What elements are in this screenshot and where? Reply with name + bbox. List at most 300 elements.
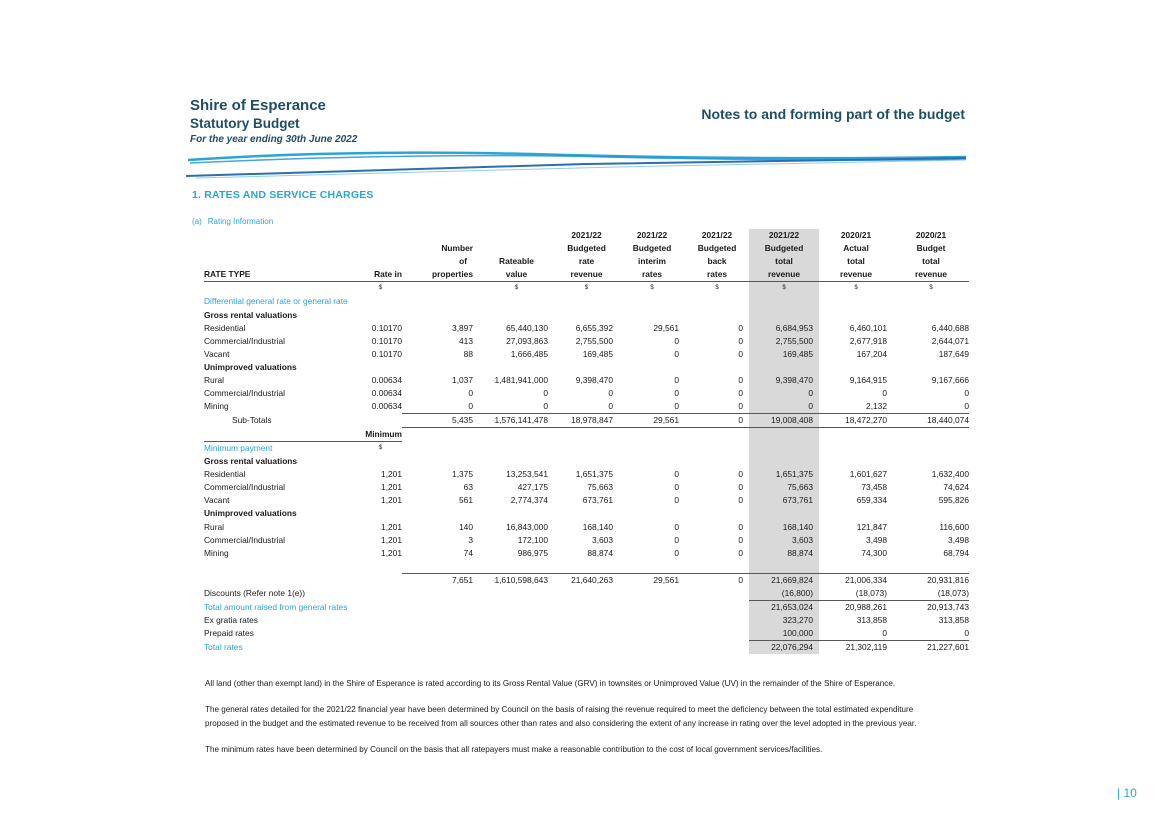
- empty-cell: [685, 442, 749, 456]
- total-value: 21,669,824: [749, 573, 819, 587]
- cell-value: 9,167,666: [931, 375, 969, 386]
- cell-value: 121,847: [856, 521, 887, 532]
- summary-label: Total amount raised from general rates: [204, 601, 348, 612]
- empty-cell: [402, 560, 479, 574]
- table-row: [204, 534, 969, 547]
- table-row: [204, 335, 969, 348]
- grand-total-row: [204, 573, 969, 587]
- cell-value: 1,632,400: [931, 469, 969, 480]
- summary-value: 21,302,119: [819, 641, 893, 655]
- cell-value: 0: [674, 335, 679, 346]
- col-header: 2021/22: [749, 229, 819, 242]
- summary-value: 20,913,743: [893, 601, 969, 615]
- cell-value: 75,663: [587, 482, 613, 493]
- cell-value: 0: [674, 388, 679, 399]
- col-header: 2020/21: [915, 230, 947, 240]
- subtotal-value: 0: [685, 414, 749, 428]
- doc-name: Statutory Budget: [190, 116, 300, 131]
- col-header: Budget: [916, 243, 946, 254]
- note-paragraph: The minimum rates have been determined by Council on the basis that all ratepayers must make a reasonable contribution to the cost of local government services/facilities.: [205, 744, 823, 754]
- cell-value: 427,175: [517, 482, 548, 493]
- subtotal-value: 18,440,074: [893, 414, 969, 428]
- cell-value: 1,201: [381, 534, 402, 545]
- unit-label: $: [359, 282, 402, 296]
- empty-cell: [359, 507, 402, 520]
- empty-cell: [554, 295, 619, 308]
- cell-value: 0: [964, 401, 969, 412]
- empty-cell: [685, 601, 749, 615]
- header-row-1: [204, 229, 969, 242]
- empty-cell: [685, 560, 749, 574]
- cell-value: 673,761: [582, 495, 613, 506]
- empty-cell: [479, 455, 554, 468]
- summary-value: 313,858: [938, 615, 969, 626]
- empty-cell: [685, 614, 749, 627]
- cell-value: 0: [468, 401, 473, 412]
- grv-heading-label: Gross rental valuations: [204, 309, 298, 320]
- cell-value: 0: [674, 547, 679, 558]
- empty-cell: [359, 627, 402, 641]
- col-header: RATE TYPE: [204, 269, 251, 280]
- cell-value: 0: [608, 388, 613, 399]
- empty-cell: [619, 627, 685, 641]
- empty-cell: [749, 560, 819, 574]
- unit-label: $: [619, 282, 685, 296]
- empty-cell: [819, 560, 893, 574]
- empty-cell: [819, 428, 893, 442]
- cell-value: 0: [738, 335, 743, 346]
- cell-value: 2,677,918: [849, 335, 887, 346]
- row-label: Commercial/Industrial: [204, 388, 285, 399]
- summary-value: (16,800): [749, 587, 819, 601]
- subtotal-label: Sub-Totals: [232, 415, 272, 426]
- cell-value: 3,603: [749, 534, 819, 547]
- col-header: 2021/22: [636, 230, 668, 240]
- empty-cell: [479, 361, 554, 374]
- notes-title: Notes to and forming part of the budget: [701, 106, 965, 122]
- cell-value: 0.00634: [371, 375, 402, 386]
- total-value: 29,561: [619, 573, 685, 587]
- empty-cell: [359, 309, 402, 322]
- cell-value: 0: [738, 322, 743, 333]
- cell-value: 140: [459, 521, 473, 532]
- summary-label: Total rates: [204, 642, 243, 653]
- subtotal-value: [359, 414, 402, 428]
- cell-value: 595,826: [938, 495, 969, 506]
- cell-value: 0: [882, 388, 887, 399]
- cell-value: 659,334: [856, 495, 887, 506]
- cell-value: 9,164,915: [849, 375, 887, 386]
- row-label: Rural: [204, 375, 225, 386]
- summary-label: Prepaid rates: [204, 628, 254, 639]
- cell-value: 673,761: [749, 494, 819, 507]
- cell-value: 75,663: [749, 481, 819, 494]
- cell-value: 1,601,627: [849, 469, 887, 480]
- col-header: 2021/22: [571, 230, 602, 240]
- total-rates-row: [204, 641, 969, 655]
- minimum-title: Minimum payment: [204, 442, 359, 456]
- empty-cell: [204, 573, 359, 587]
- cell-value: 13,253,541: [506, 469, 548, 480]
- empty-cell: [619, 455, 685, 468]
- prepaid-row: [204, 627, 969, 641]
- summary-value: 21,653,024: [749, 601, 819, 615]
- summary-value: 100,000: [749, 627, 819, 641]
- cell-value: 0: [738, 401, 743, 412]
- empty-cell: [819, 309, 893, 322]
- page-number: | 10: [1117, 786, 1137, 800]
- cell-value: 0: [674, 521, 679, 532]
- empty-cell: [619, 587, 685, 601]
- cell-value: 168,140: [749, 521, 819, 534]
- cell-value: 172,100: [517, 534, 548, 545]
- empty-cell: [402, 587, 479, 601]
- subtotal-value: 18,472,270: [819, 414, 893, 428]
- cell-value: 9,398,470: [575, 375, 613, 386]
- cell-value: 0: [674, 482, 679, 493]
- cell-value: 0: [964, 388, 969, 399]
- col-header: Budgeted: [632, 243, 672, 254]
- empty-cell: [359, 614, 402, 627]
- empty-cell: [359, 573, 402, 587]
- row-label: Commercial/Industrial: [204, 335, 285, 346]
- table-row: [204, 494, 969, 507]
- summary-value: 313,858: [856, 615, 887, 626]
- col-header: Number: [441, 243, 473, 254]
- empty-cell: [893, 560, 969, 574]
- total-value: 0: [685, 573, 749, 587]
- cell-value: 986,975: [517, 547, 548, 558]
- sub-title: [192, 217, 273, 226]
- table-row: [204, 521, 969, 534]
- empty-cell: [554, 560, 619, 574]
- cell-value: 1,651,375: [749, 468, 819, 481]
- col-header: Actual: [843, 243, 869, 254]
- col-header: Budgeted: [697, 243, 737, 254]
- cell-value: 0: [738, 388, 743, 399]
- table-row: [204, 400, 969, 414]
- cell-value: 0: [543, 388, 548, 399]
- empty-cell: [893, 309, 969, 322]
- cell-value: 2,755,500: [749, 335, 819, 348]
- empty-cell: [619, 295, 685, 308]
- col-header: revenue: [839, 269, 873, 280]
- min-grv-heading-label: Gross rental valuations: [204, 456, 298, 467]
- empty-cell: [619, 361, 685, 374]
- table-row: [204, 322, 969, 335]
- total-value: 1,610,598,643: [479, 573, 554, 587]
- cell-value: 0: [749, 387, 819, 400]
- cell-value: 1,375: [452, 469, 473, 480]
- exgratia-row: [204, 614, 969, 627]
- cell-value: 0: [543, 401, 548, 412]
- general-rates-row: [204, 601, 969, 615]
- cell-value: 187,649: [938, 348, 969, 359]
- empty-cell: [359, 560, 402, 574]
- col-header: Budgeted: [567, 243, 606, 254]
- empty-cell: [479, 641, 554, 655]
- col-header: Rate in: [374, 269, 402, 280]
- cell-value: 167,204: [856, 348, 887, 359]
- cell-value: 0: [468, 388, 473, 399]
- row-label: Mining: [204, 547, 229, 558]
- col-header: back: [707, 256, 727, 267]
- cell-value: 0.10170: [371, 322, 402, 333]
- empty-cell: [359, 455, 402, 468]
- summary-value: 22,076,294: [749, 641, 819, 655]
- empty-cell: [619, 428, 685, 442]
- header-row-3: [204, 255, 969, 268]
- total-value: 20,931,816: [893, 573, 969, 587]
- table-row: [204, 374, 969, 387]
- cell-value: 3,498: [948, 534, 969, 545]
- cell-value: 1,201: [381, 521, 402, 532]
- empty-cell: [554, 587, 619, 601]
- cell-value: 6,460,101: [849, 322, 887, 333]
- cell-value: 29,561: [653, 322, 679, 333]
- empty-cell: [204, 428, 359, 442]
- cell-value: 2,644,071: [931, 335, 969, 346]
- empty-cell: [749, 455, 819, 468]
- empty-cell: [749, 361, 819, 374]
- table-row: [204, 481, 969, 494]
- cell-value: 65,440,130: [506, 322, 548, 333]
- cell-value: 0: [674, 495, 679, 506]
- row-label: Vacant: [204, 348, 230, 359]
- cell-value: 561: [459, 495, 473, 506]
- cell-value: 9,398,470: [749, 374, 819, 387]
- empty-cell: [554, 614, 619, 627]
- cell-value: 27,093,863: [506, 335, 548, 346]
- empty-cell: [749, 442, 819, 456]
- table-row: [204, 387, 969, 400]
- col-header: 2020/21: [840, 230, 872, 240]
- empty-cell: [479, 295, 554, 308]
- cell-value: 3: [468, 534, 473, 545]
- cell-value: 6,440,688: [931, 322, 969, 333]
- empty-cell: [749, 428, 819, 442]
- row-label: Commercial/Industrial: [204, 534, 285, 545]
- empty-cell: [749, 295, 819, 308]
- empty-cell: [402, 627, 479, 641]
- cell-value: 413: [459, 335, 473, 346]
- empty-cell: [685, 455, 749, 468]
- empty-cell: [893, 428, 969, 442]
- empty-cell: [619, 641, 685, 655]
- cell-value: 74: [463, 547, 473, 558]
- empty-cell: [749, 309, 819, 322]
- total-value: 21,006,334: [819, 573, 893, 587]
- empty-cell: [685, 641, 749, 655]
- row-label: Vacant: [204, 495, 230, 506]
- empty-cell: [402, 295, 479, 308]
- empty-cell: [554, 507, 619, 520]
- cell-value: 0: [738, 547, 743, 558]
- empty-cell: [554, 455, 619, 468]
- cell-value: 0: [738, 375, 743, 386]
- empty-cell: [402, 309, 479, 322]
- unit-label: $: [685, 282, 749, 296]
- cell-value: 2,132: [866, 401, 887, 412]
- col-header: Rateable: [499, 256, 534, 267]
- empty-cell: [359, 641, 402, 655]
- empty-cell: [619, 442, 685, 456]
- empty-cell: [402, 361, 479, 374]
- header-row-4: [204, 268, 969, 282]
- summary-label: Ex gratia rates: [204, 615, 258, 626]
- cell-value: 73,458: [861, 482, 887, 493]
- empty-cell: [479, 601, 554, 615]
- cell-value: 1,037: [452, 375, 473, 386]
- explanatory-notes: [205, 677, 925, 769]
- empty-cell: [893, 507, 969, 520]
- min-uv-heading: [204, 507, 969, 520]
- empty-cell: [402, 507, 479, 520]
- cell-value: 0: [738, 348, 743, 359]
- empty-cell: [402, 614, 479, 627]
- cell-value: 74,300: [861, 547, 887, 558]
- empty-cell: [479, 627, 554, 641]
- empty-cell: [402, 428, 479, 442]
- diff-title-label: Differential general rate or general rate: [204, 296, 348, 307]
- cell-value: 0: [674, 348, 679, 359]
- empty-cell: [619, 560, 685, 574]
- min-uv-heading-label: Unimproved valuations: [204, 508, 297, 519]
- cell-value: 6,655,392: [575, 322, 613, 333]
- unit-label: $: [893, 282, 969, 296]
- empty-cell: [685, 507, 749, 520]
- summary-value: 0: [964, 628, 969, 639]
- empty-cell: [554, 309, 619, 322]
- subtotal-value: 29,561: [619, 414, 685, 428]
- empty-cell: [402, 641, 479, 655]
- subtotal-value: 18,978,847: [554, 414, 619, 428]
- empty-cell: [819, 442, 893, 456]
- unit-row: [204, 282, 969, 296]
- minimum-label: Minimum: [365, 428, 402, 439]
- cell-value: 0: [608, 401, 613, 412]
- empty-cell: [479, 309, 554, 322]
- empty-cell: [479, 587, 554, 601]
- table-row: [204, 547, 969, 560]
- col-header: rates: [641, 269, 663, 280]
- cell-value: 0: [738, 534, 743, 545]
- unit-label: $: [749, 282, 819, 296]
- cell-value: 1,651,375: [575, 469, 613, 480]
- summary-value: (18,073): [937, 587, 969, 598]
- empty-cell: [402, 601, 479, 615]
- note-paragraph: All land (other than exempt land) in the Shire of Esperance is rated according to its Gross Rental Value (GRV) in townsites or Unimproved Value (UV) in the remainder of the Shire of Esperance.: [205, 679, 896, 688]
- empty-cell: [402, 455, 479, 468]
- cell-value: 1,666,485: [510, 348, 548, 359]
- summary-value: (18,073): [855, 587, 887, 598]
- summary-value: 323,270: [749, 614, 819, 627]
- empty-cell: [893, 442, 969, 456]
- cell-value: 169,485: [582, 348, 613, 359]
- cell-value: 68,794: [943, 547, 969, 558]
- empty-cell: [685, 627, 749, 641]
- cell-value: 116,600: [939, 521, 969, 532]
- cell-value: 88: [463, 348, 473, 359]
- col-header: revenue: [914, 269, 948, 280]
- empty-cell: [554, 428, 619, 442]
- subtotal-row: [204, 414, 969, 428]
- cell-value: 3,498: [866, 534, 887, 545]
- row-label: Residential: [204, 469, 246, 480]
- empty-cell: [619, 309, 685, 322]
- grv-heading: [204, 309, 969, 322]
- empty-cell: [819, 295, 893, 308]
- cell-value: 1,201: [381, 547, 402, 558]
- empty-cell: [619, 614, 685, 627]
- col-header: Budgeted: [749, 242, 819, 255]
- header-block: [190, 96, 357, 147]
- subtotal-value: 5,435: [402, 414, 479, 428]
- empty-cell: [204, 560, 359, 574]
- col-header: 2021/22: [701, 230, 733, 240]
- empty-cell: [359, 361, 402, 374]
- period: For the year ending 30th June 2022: [190, 134, 358, 145]
- section-title: 1. RATES AND SERVICE CHARGES: [192, 189, 374, 201]
- empty-cell: [685, 361, 749, 374]
- empty-cell: [359, 601, 402, 615]
- spacer-row: [204, 560, 969, 574]
- empty-cell: [685, 309, 749, 322]
- unit-label: $: [554, 282, 619, 296]
- empty-cell: [685, 587, 749, 601]
- row-label: Rural: [204, 521, 225, 532]
- subtotal-value: 19,008,408: [749, 414, 819, 428]
- col-header: total: [749, 255, 819, 268]
- cell-value: 3,897: [452, 322, 473, 333]
- cell-value: 2,774,374: [510, 495, 548, 506]
- cell-value: 63: [463, 482, 473, 493]
- unit-label: $: [359, 442, 402, 456]
- empty-cell: [619, 507, 685, 520]
- cell-value: 0: [674, 534, 679, 545]
- cell-value: 1,201: [381, 495, 402, 506]
- empty-cell: [479, 614, 554, 627]
- empty-cell: [819, 507, 893, 520]
- summary-label: Discounts (Refer note 1(e)): [204, 588, 306, 599]
- row-label: Mining: [204, 401, 229, 412]
- minimum-col-header: [204, 428, 969, 442]
- minimum-title-row: [204, 442, 969, 456]
- sub-label: Rating Information: [207, 217, 274, 226]
- col-header: revenue: [749, 268, 819, 282]
- cell-value: 1,201: [381, 469, 402, 480]
- total-value: 21,640,263: [554, 573, 619, 587]
- cell-value: 1,481,941,000: [494, 375, 548, 386]
- empty-cell: [619, 601, 685, 615]
- empty-cell: [685, 428, 749, 442]
- empty-cell: [554, 627, 619, 641]
- header-row-2: [204, 242, 969, 255]
- empty-cell: [893, 455, 969, 468]
- empty-cell: [359, 587, 402, 601]
- cell-value: 88,874: [749, 547, 819, 560]
- cell-value: 0: [674, 375, 679, 386]
- uv-heading-label: Unimproved valuations: [204, 361, 297, 372]
- discounts-row: [204, 587, 969, 601]
- summary-value: 20,988,261: [819, 601, 893, 615]
- col-header: rates: [706, 269, 728, 280]
- cell-value: 0: [738, 495, 743, 506]
- col-header: rate: [578, 256, 595, 267]
- row-label: Commercial/Industrial: [204, 482, 285, 493]
- unit-label: $: [479, 282, 554, 296]
- cell-value: 16,843,000: [506, 521, 548, 532]
